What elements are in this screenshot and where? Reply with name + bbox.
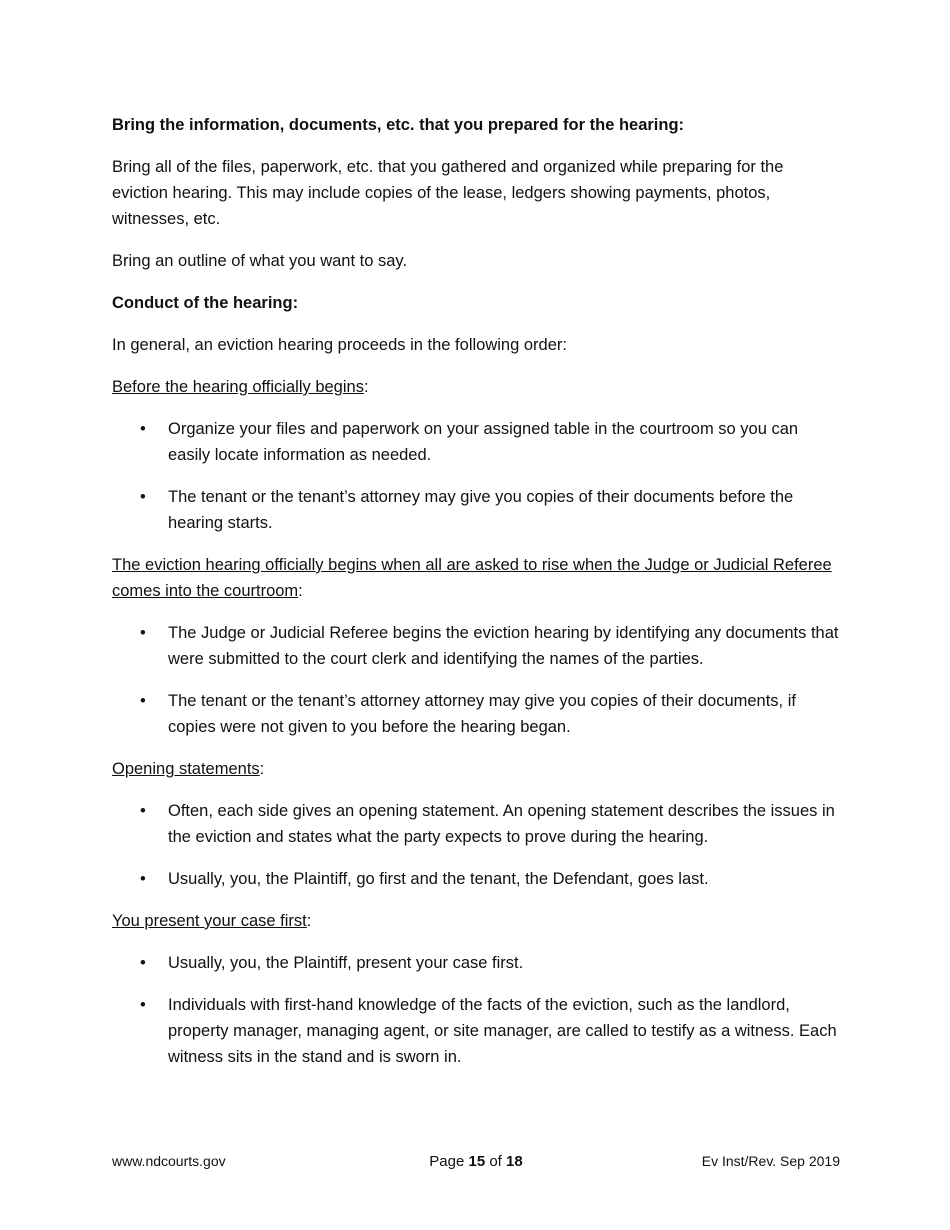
bullet-icon: •	[140, 954, 146, 972]
list-item: • Often, each side gives an opening statement. An opening statement describes the issues in the eviction and states what the party expects to prove during the hearing.	[112, 798, 840, 850]
footer-page-number: Page 15 of 18	[429, 1153, 523, 1170]
bullet-icon: •	[140, 488, 146, 506]
paragraph-bring-outline: Bring an outline of what you want to say.	[112, 252, 408, 270]
footer-website: www.ndcourts.gov	[112, 1153, 226, 1169]
subheading-present-text: You present your case first	[112, 912, 307, 930]
bullet-icon: •	[140, 692, 146, 710]
subheading-begins-text: The eviction hearing officially begins when all are asked to rise when the Judge or Judicial Referee comes into the courtroom	[112, 556, 832, 600]
section-heading-conduct: Conduct of the hearing:	[112, 294, 299, 312]
list-item: • The tenant or the tenant’s attorney may give you copies of their documents before the hearing starts.	[112, 484, 840, 536]
list-before	[112, 416, 840, 536]
subheading-before-text: Before the hearing officially begins	[112, 378, 364, 396]
list-item: • Usually, you, the Plaintiff, present your case first.	[112, 950, 840, 976]
subheading-opening: Opening statements:	[112, 760, 265, 778]
paragraph-bring-files: Bring all of the files, paperwork, etc. that you gathered and organized while preparing for the eviction hearing. This may include copies of the lease, ledgers showing payments, photos, witnesses, etc.	[112, 158, 784, 228]
footer-revision: Ev Inst/Rev. Sep 2019	[701, 1153, 840, 1169]
list-item: • Organize your files and paperwork on your assigned table in the courtroom so you can easily locate information as needed.	[112, 416, 840, 468]
bullet-icon: •	[140, 996, 146, 1014]
list-item: • Usually, you, the Plaintiff, go first and the tenant, the Defendant, goes last.	[112, 866, 840, 892]
list-item: • Individuals with first-hand knowledge of the facts of the eviction, such as the landlord, property manager, managing agent, or site manager, are called to testify as a witness. Each witness sits in the stand and is sworn in.	[112, 992, 840, 1070]
bullet-icon: •	[140, 420, 146, 438]
list-item: • The Judge or Judicial Referee begins the eviction hearing by identifying any documents that were submitted to the court clerk and identifying the names of the parties.	[112, 620, 840, 672]
subheading-begins: The eviction hearing officially begins when all are asked to rise when the Judge or Judicial Referee comes into the courtroom:	[112, 556, 832, 600]
subheading-present: You present your case first:	[112, 912, 312, 930]
page-footer	[112, 1153, 840, 1173]
list-present	[112, 950, 840, 1070]
bullet-icon: •	[140, 870, 146, 888]
subheading-before: Before the hearing officially begins:	[112, 378, 369, 396]
page-body	[112, 112, 840, 1086]
section-heading-bring: Bring the information, documents, etc. that you prepared for the hearing:	[112, 116, 685, 134]
list-begins	[112, 620, 840, 740]
bullet-icon: •	[140, 624, 146, 642]
list-opening	[112, 798, 840, 892]
list-item: • The tenant or the tenant’s attorney attorney may give you copies of their documents, if copies were not given to you before the hearing began.	[112, 688, 840, 740]
bullet-icon: •	[140, 802, 146, 820]
paragraph-conduct-intro: In general, an eviction hearing proceeds in the following order:	[112, 336, 567, 354]
subheading-opening-text: Opening statements	[112, 760, 260, 778]
